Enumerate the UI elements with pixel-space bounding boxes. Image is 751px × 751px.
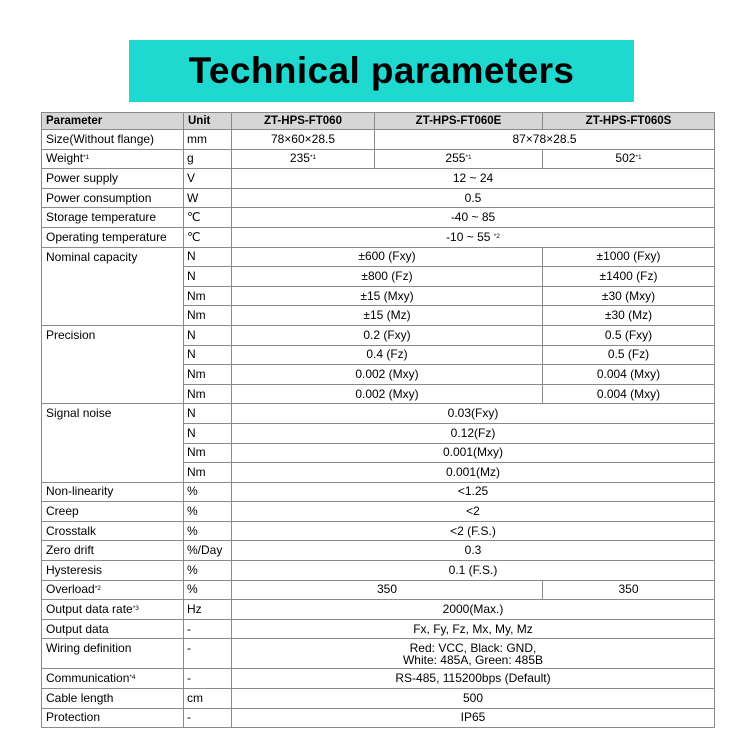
- footnote-mark: *1: [635, 154, 642, 162]
- row-non-linearity: [42, 482, 715, 502]
- value-nominal-capacity-ft060-e: ±800 (Fz): [232, 267, 543, 287]
- unit-signal-noise: Nm: [184, 443, 232, 463]
- value-overload-ft060-e: 350: [232, 580, 543, 600]
- unit-output-data-rate: Hz: [184, 600, 232, 620]
- unit-crosstalk: %: [184, 521, 232, 541]
- value-nominal-capacity-ft060s: ±1400 (Fz): [543, 267, 715, 287]
- param-creep: Creep: [42, 502, 184, 522]
- value-wiring-definition: Red: VCC, Black: GND, White: 485A, Green: 485B: [232, 639, 715, 669]
- row-size: [42, 130, 715, 150]
- unit-zero-drift: %/Day: [184, 541, 232, 561]
- row-creep: [42, 502, 715, 522]
- value-weight-ft060e: [375, 149, 543, 169]
- unit-nominal-capacity: N: [184, 247, 232, 267]
- value-precision-ft060s: 0.5 (Fxy): [543, 325, 715, 345]
- value-output-data: Fx, Fy, Fz, Mx, My, Mz: [232, 619, 715, 639]
- row-storage-temperature: [42, 208, 715, 228]
- value-nominal-capacity-ft060-e: ±15 (Mz): [232, 306, 543, 326]
- param-overload: [42, 580, 184, 600]
- unit-nominal-capacity: Nm: [184, 286, 232, 306]
- row-protection: [42, 708, 715, 728]
- header-model-ft060s: ZT-HPS-FT060S: [543, 113, 715, 130]
- unit-cable-length: cm: [184, 689, 232, 709]
- row-precision: [42, 325, 715, 345]
- header-model-ft060: ZT-HPS-FT060: [232, 113, 375, 130]
- param-storage-temperature: Storage temperature: [42, 208, 184, 228]
- title-banner: [129, 40, 634, 102]
- unit-protection: -: [184, 708, 232, 728]
- unit-precision: Nm: [184, 365, 232, 385]
- value-weight-ft060s-num: 502: [615, 151, 636, 166]
- value-nominal-capacity-ft060-e: ±600 (Fxy): [232, 247, 543, 267]
- row-nominal-capacity: [42, 247, 715, 267]
- unit-overload: %: [184, 580, 232, 600]
- param-hysteresis: Hysteresis: [42, 561, 184, 581]
- unit-power-consumption: W: [184, 188, 232, 208]
- param-protection: Protection: [42, 708, 184, 728]
- value-non-linearity: <1.25: [232, 482, 715, 502]
- footnote-mark: *2: [94, 585, 101, 593]
- param-weight-label: Weight: [46, 151, 84, 166]
- unit-weight: g: [184, 149, 232, 169]
- param-precision: Precision: [42, 325, 184, 403]
- row-cable-length: [42, 689, 715, 709]
- unit-non-linearity: %: [184, 482, 232, 502]
- value-weight-ft060-num: 235: [289, 151, 310, 166]
- param-communication-label: Communication: [46, 671, 130, 686]
- unit-power-supply: V: [184, 169, 232, 189]
- value-zero-drift: 0.3: [232, 541, 715, 561]
- unit-signal-noise: N: [184, 423, 232, 443]
- value-precision-ft060-e: 0.002 (Mxy): [232, 384, 543, 404]
- param-cable-length: Cable length: [42, 689, 184, 709]
- param-size: Size(Without flange): [42, 130, 184, 150]
- param-output-data-rate-label: Output data rate: [46, 602, 133, 617]
- param-zero-drift: Zero drift: [42, 541, 184, 561]
- value-signal-noise: 0.12(Fz): [232, 423, 715, 443]
- param-non-linearity: Non-linearity: [42, 482, 184, 502]
- value-operating-temperature-text: -10 ~ 55: [446, 229, 491, 244]
- param-output-data-rate: [42, 600, 184, 620]
- unit-nominal-capacity: Nm: [184, 306, 232, 326]
- unit-precision: N: [184, 345, 232, 365]
- row-crosstalk: [42, 521, 715, 541]
- value-overload-ft060s: 350: [543, 580, 715, 600]
- param-wiring-definition: Wiring definition: [42, 639, 184, 669]
- unit-signal-noise: N: [184, 404, 232, 424]
- value-nominal-capacity-ft060s: ±30 (Mxy): [543, 286, 715, 306]
- unit-precision: N: [184, 325, 232, 345]
- unit-wiring-definition: -: [184, 639, 232, 669]
- value-operating-temperature: [232, 227, 715, 247]
- value-storage-temperature: -40 ~ 85: [232, 208, 715, 228]
- unit-nominal-capacity: N: [184, 267, 232, 287]
- row-overload: [42, 580, 715, 600]
- row-weight: [42, 149, 715, 169]
- unit-output-data: -: [184, 619, 232, 639]
- row-communication: [42, 669, 715, 689]
- param-nominal-capacity: Nominal capacity: [42, 247, 184, 325]
- row-hysteresis: [42, 561, 715, 581]
- param-overload-label: Overload: [46, 582, 95, 597]
- value-signal-noise: 0.001(Mz): [232, 463, 715, 483]
- value-nominal-capacity-ft060s: ±30 (Mz): [543, 306, 715, 326]
- technical-parameters-table: [41, 112, 715, 728]
- value-precision-ft060s: 0.004 (Mxy): [543, 384, 715, 404]
- value-cable-length: 500: [232, 689, 715, 709]
- value-crosstalk: <2 (F.S.): [232, 521, 715, 541]
- param-operating-temperature: Operating temperature: [42, 227, 184, 247]
- footnote-mark: *3: [132, 605, 139, 613]
- param-power-supply: Power supply: [42, 169, 184, 189]
- unit-operating-temperature: ℃: [184, 227, 232, 247]
- value-size-ft060e-s: 87×78×28.5: [375, 130, 715, 150]
- unit-precision: Nm: [184, 384, 232, 404]
- value-weight-ft060e-num: 255: [445, 151, 466, 166]
- value-precision-ft060-e: 0.002 (Mxy): [232, 365, 543, 385]
- header-parameter: Parameter: [42, 113, 184, 130]
- value-nominal-capacity-ft060s: ±1000 (Fxy): [543, 247, 715, 267]
- value-communication: RS-485, 115200bps (Default): [232, 669, 715, 689]
- row-output-data: [42, 619, 715, 639]
- value-signal-noise: 0.03(Fxy): [232, 404, 715, 424]
- param-communication: [42, 669, 184, 689]
- unit-communication: -: [184, 669, 232, 689]
- row-zero-drift: [42, 541, 715, 561]
- page-title: Technical parameters: [188, 50, 575, 91]
- param-crosstalk: Crosstalk: [42, 521, 184, 541]
- unit-storage-temperature: ℃: [184, 208, 232, 228]
- value-power-consumption: 0.5: [232, 188, 715, 208]
- unit-size: mm: [184, 130, 232, 150]
- value-precision-ft060-e: 0.4 (Fz): [232, 345, 543, 365]
- header-unit: Unit: [184, 113, 232, 130]
- footnote-mark: *1: [309, 154, 317, 162]
- value-size-ft060: 78×60×28.5: [232, 130, 375, 150]
- param-weight: [42, 149, 184, 169]
- param-power-consumption: Power consumption: [42, 188, 184, 208]
- param-signal-noise: Signal noise: [42, 404, 184, 482]
- footnote-mark: *4: [129, 674, 136, 682]
- row-operating-temperature: [42, 227, 715, 247]
- value-power-supply: 12 ~ 24: [232, 169, 715, 189]
- row-signal-noise: [42, 404, 715, 424]
- value-precision-ft060-e: 0.2 (Fxy): [232, 325, 543, 345]
- value-protection: IP65: [232, 708, 715, 728]
- value-precision-ft060s: 0.004 (Mxy): [543, 365, 715, 385]
- row-power-consumption: [42, 188, 715, 208]
- row-wiring-definition: [42, 639, 715, 669]
- value-hysteresis: 0.1 (F.S.): [232, 561, 715, 581]
- footnote-mark: *2: [493, 232, 500, 240]
- value-output-data-rate: 2000(Max.): [232, 600, 715, 620]
- header-row: [42, 113, 715, 130]
- header-model-ft060e: ZT-HPS-FT060E: [375, 113, 543, 130]
- param-output-data: Output data: [42, 619, 184, 639]
- unit-creep: %: [184, 502, 232, 522]
- value-creep: <2: [232, 502, 715, 522]
- row-power-supply: [42, 169, 715, 189]
- value-weight-ft060: [232, 149, 375, 169]
- footnote-mark: *1: [83, 154, 90, 162]
- value-precision-ft060s: 0.5 (Fz): [543, 345, 715, 365]
- footnote-mark: *1: [465, 154, 472, 162]
- row-output-data-rate: [42, 600, 715, 620]
- value-nominal-capacity-ft060-e: ±15 (Mxy): [232, 286, 543, 306]
- unit-signal-noise: Nm: [184, 463, 232, 483]
- value-signal-noise: 0.001(Mxy): [232, 443, 715, 463]
- unit-hysteresis: %: [184, 561, 232, 581]
- value-weight-ft060s: [543, 149, 715, 169]
